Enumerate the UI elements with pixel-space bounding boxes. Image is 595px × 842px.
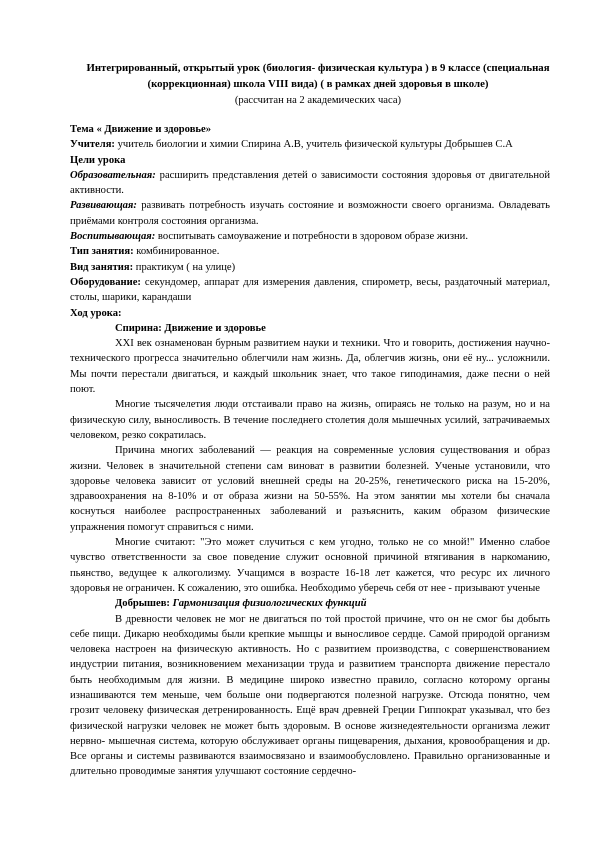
activity-label: Вид занятия: (70, 261, 134, 273)
teachers-label: Учителя: (70, 139, 115, 151)
activity-type (70, 260, 550, 275)
teachers-text: учитель биологии и химии Спирина А.В, учитель физической культуры Добрышев С.А (114, 139, 513, 151)
upbringing-label: Воспитывающая: (70, 231, 156, 243)
goals-heading-text: Цели урока (70, 154, 126, 166)
educational-goal (70, 168, 550, 199)
educational-text: расширить представления детей о зависимости состояния здоровья от двигательной активности. (70, 169, 550, 197)
developing-goal (70, 198, 550, 229)
developing-text: развивать потребность изучать состояние и возможности своего организма. Овладевать приёмами контроля состояния организма. (70, 200, 550, 227)
section1-paragraph-2: Многие тысячелетия люди отстаивали право на жизнь, опираясь не только на разум, но и на физическую силу, выносливость. В течение последнего столетия доля мышечных усилий, затрачиваемых человеком, резко сократилась. (70, 399, 550, 441)
section2-paragraph-1: В древности человек не мог не двигаться по той простой причине, что он не смог бы добыть себе пищи. Дикарю необходимы были крепкие мышцы и выносливое сердце. Самой природой организм человека настроен на физическую активность. Но с развитием производства, с совершенствованием индустрии питания, возникновением механизации труда и развитием транспорта движение перестало быть необходимым для жизни. В медицине широко известно правило, согласно которому органы изнашиваются тем меньше, чем больше они подвергаются полезной нагрузке. Отсюда понятно, чем грозит человеку физическая детренированность. Ещё врач древней Греции Гиппократ указывал, что без физической нагрузки человек не может быть здоровым. В основе жизнедеятельности организма лежит нервно- мышечная система, которую обслуживает органы пищеварения, дыхания, кровообращения и др. Все органы и системы развиваются взаимосвязано и взаимообусловлено. Правильно организованные и длительно проводимые занятия улучшают состояние сердечно- (70, 613, 550, 778)
lesson-type-label: Тип занятия: (70, 246, 134, 258)
course-heading-text: Ход урока: (70, 307, 122, 319)
theme-label: Тема « Движение и здоровье» (70, 124, 212, 135)
document-subtitle: (рассчитан на 2 академических часа) (234, 95, 402, 106)
lesson-type-text: комбинированное. (133, 246, 220, 258)
section1-heading: Спирина: Движение и здоровье (115, 322, 266, 334)
lesson-type (70, 244, 550, 259)
document-body (70, 122, 550, 780)
upbringing-text: воспитывать самоуважение и потребности в здоровом образе жизни. (155, 231, 468, 243)
equipment (70, 275, 550, 306)
course-heading (70, 306, 550, 321)
developing-label: Развивающая: (70, 200, 137, 212)
section2-heading-topic: Гармонизация физиологических функций (172, 598, 367, 610)
section2-heading-label: Добрышев: (115, 598, 173, 610)
equipment-label: Оборудование: (70, 276, 141, 288)
equipment-text: секундомер, аппарат для измерения давления, спирометр, весы, раздаточный материал, столы, шарики, карандаши (70, 276, 550, 304)
teachers-line (70, 137, 550, 152)
upbringing-goal (70, 229, 550, 244)
goals-heading (70, 153, 550, 168)
document-title: Интегрированный, открытый урок (биология- физическая культура ) в 9 классе (специальная (коррекционная) школа VIII вида) ( в рамках дней здоровья в школе) (86, 62, 550, 90)
section1-paragraph-3: Причина многих заболеваний — реакция на современные условия существования и образ жизни. Человек в значительной степени сам виноват в развитии болезней. Ученые установили, что здоровье человека зависит от условий внешней среды на 20-25%, генетического риска на 15-20%, здравоохранения на 8-10% и от образа жизни на 50-55%. На этом занятии мы хотели бы сначала коснуться наиболее распространенных заболеваний и разъяснить, каким образом физические упражнения помогут справиться с ними. (70, 445, 550, 533)
activity-text: практикум ( на улице) (133, 261, 236, 273)
section1-paragraph-1: XXI век ознаменован бурным развитием науки и техники. Что и говорить, достижения научно- технического прогресса значительно облегчили нам жизнь. Да, облегчив жизнь, они её ну... усложнили. Мы почти перестали двигаться, и каждый школьник знает, что такое гиподинамия, даже песни о ней поют. (70, 338, 550, 396)
section1-paragraph-4: Многие считают: "Это может случиться с кем угодно, только не со мной!" Именно слабое чувство ответственности за свое поведение служит основной причиной втягивания в наркоманию, пьянство, ведущее к алкоголизму. Учащимся в возрасте 16-18 лет кажется, что ресурс их личного здоровья не ограничен. К сожалению, это ошибка. Необходимо уберечь себя от нее - призывают ученые (70, 537, 550, 594)
educational-label: Образовательная: (70, 169, 156, 181)
lesson-theme (70, 122, 550, 137)
section2-heading (70, 596, 550, 611)
